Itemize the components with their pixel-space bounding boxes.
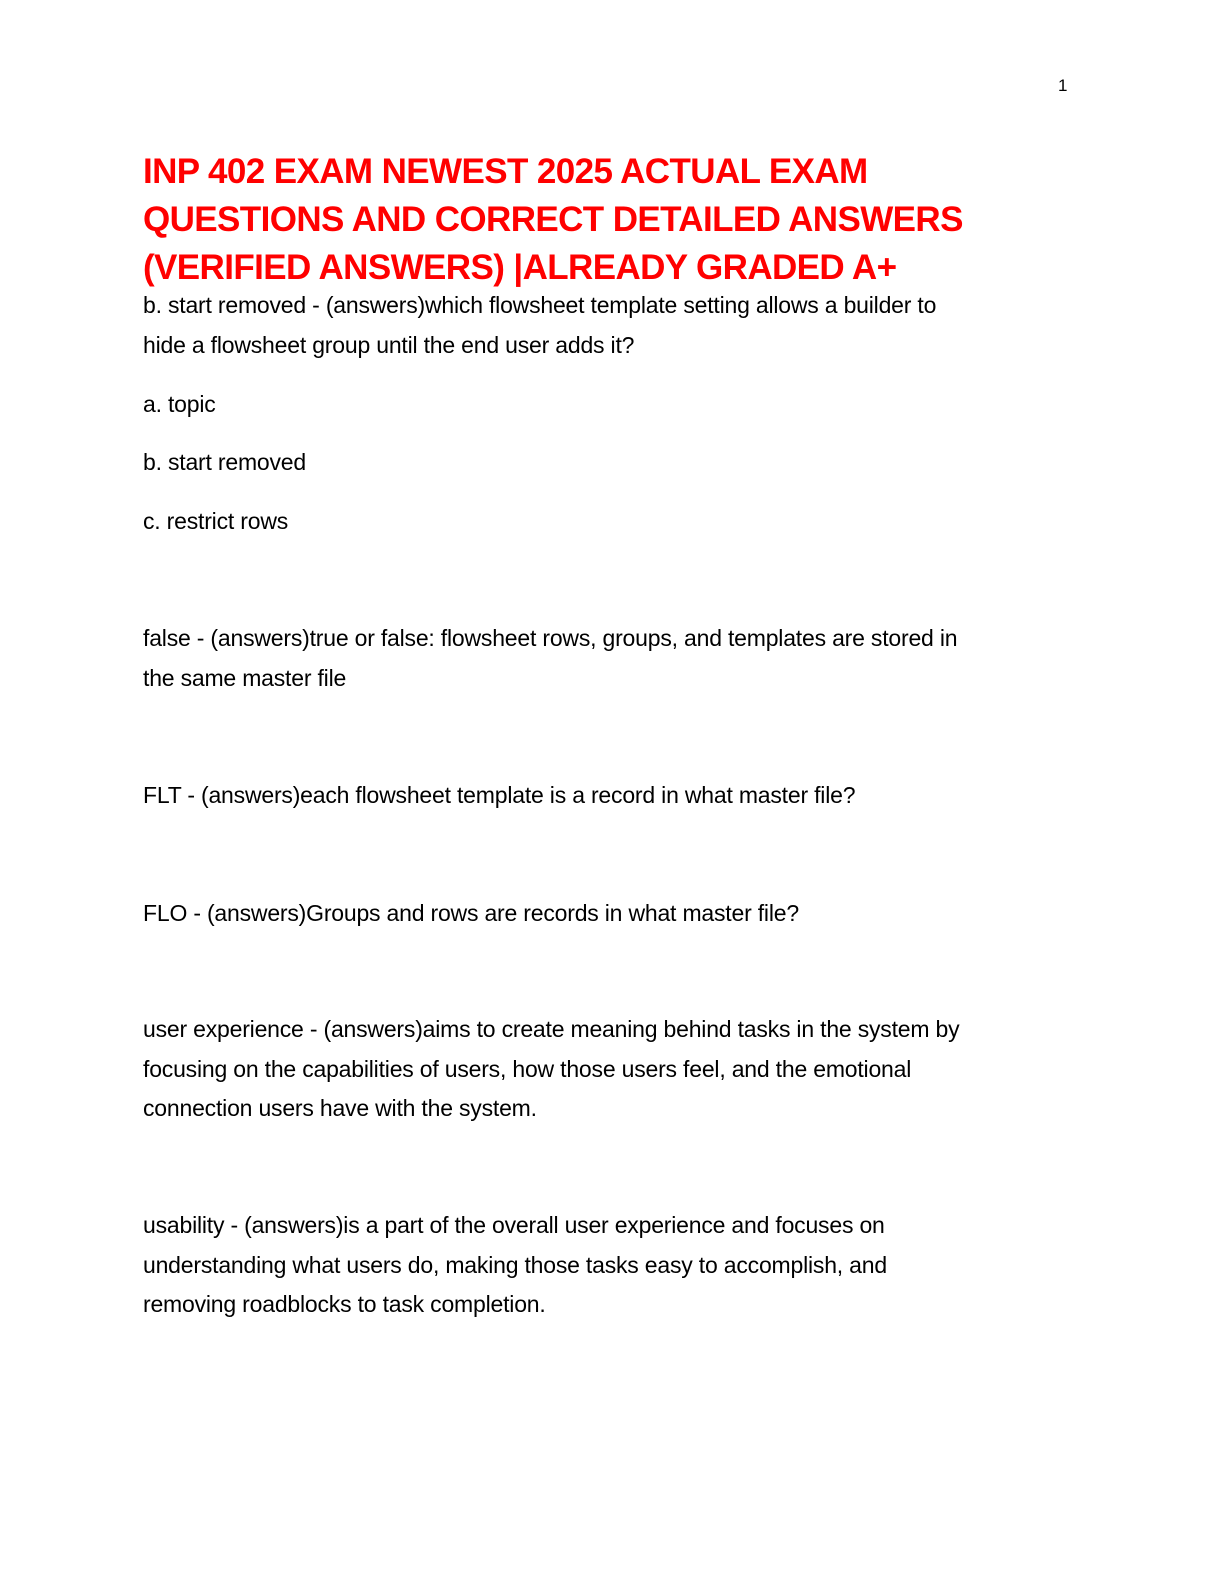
question-2-text bbox=[143, 619, 1088, 698]
title-line-2: QUESTIONS AND CORRECT DETAILED ANSWERS bbox=[143, 200, 963, 239]
question-3-text bbox=[143, 776, 1088, 816]
question-6-line-2: understanding what users do, making those tasks easy to accomplish, and bbox=[143, 1251, 887, 1278]
question-1-text bbox=[143, 286, 1088, 365]
question-2-line-1: false - (answers)true or false: flowsheet rows, groups, and templates are stored in bbox=[143, 625, 958, 651]
question-4-line-1: FLO - (answers)Groups and rows are records in what master file? bbox=[143, 900, 799, 926]
title-line-3: (VERIFIED ANSWERS) |ALREADY GRADED A+ bbox=[143, 248, 897, 287]
question-5-line-1: user experience - (answers)aims to create meaning behind tasks in the system by bbox=[143, 1016, 960, 1042]
question-1-line-1: b. start removed - (answers)which flowsheet template setting allows a builder to bbox=[143, 292, 937, 318]
question-5-text bbox=[143, 1010, 1088, 1129]
question-6-line-3: removing roadblocks to task completion. bbox=[143, 1291, 546, 1317]
question-4-text bbox=[143, 894, 1088, 934]
question-5-line-3: connection users have with the system. bbox=[143, 1095, 537, 1121]
document-title bbox=[143, 148, 1103, 292]
question-2-line-2: the same master file bbox=[143, 664, 347, 691]
question-1-option-a: a. topic bbox=[143, 391, 216, 417]
title-line-1: INP 402 EXAM NEWEST 2025 ACTUAL EXAM bbox=[143, 152, 868, 191]
question-1-option-c: c. restrict rows bbox=[143, 508, 289, 534]
question-1-line-2: hide a flowsheet group until the end user adds it? bbox=[143, 331, 635, 358]
question-6-text bbox=[143, 1206, 1088, 1325]
question-6-line-1: usability - (answers)is a part of the overall user experience and focuses on bbox=[143, 1212, 885, 1238]
page-number: 1 bbox=[1058, 76, 1068, 95]
question-1-option-b: b. start removed bbox=[143, 449, 306, 475]
question-5-line-2: focusing on the capabilities of users, how those users feel, and the emotional bbox=[143, 1055, 912, 1082]
question-3-line-1: FLT - (answers)each flowsheet template is a record in what master file? bbox=[143, 782, 856, 808]
